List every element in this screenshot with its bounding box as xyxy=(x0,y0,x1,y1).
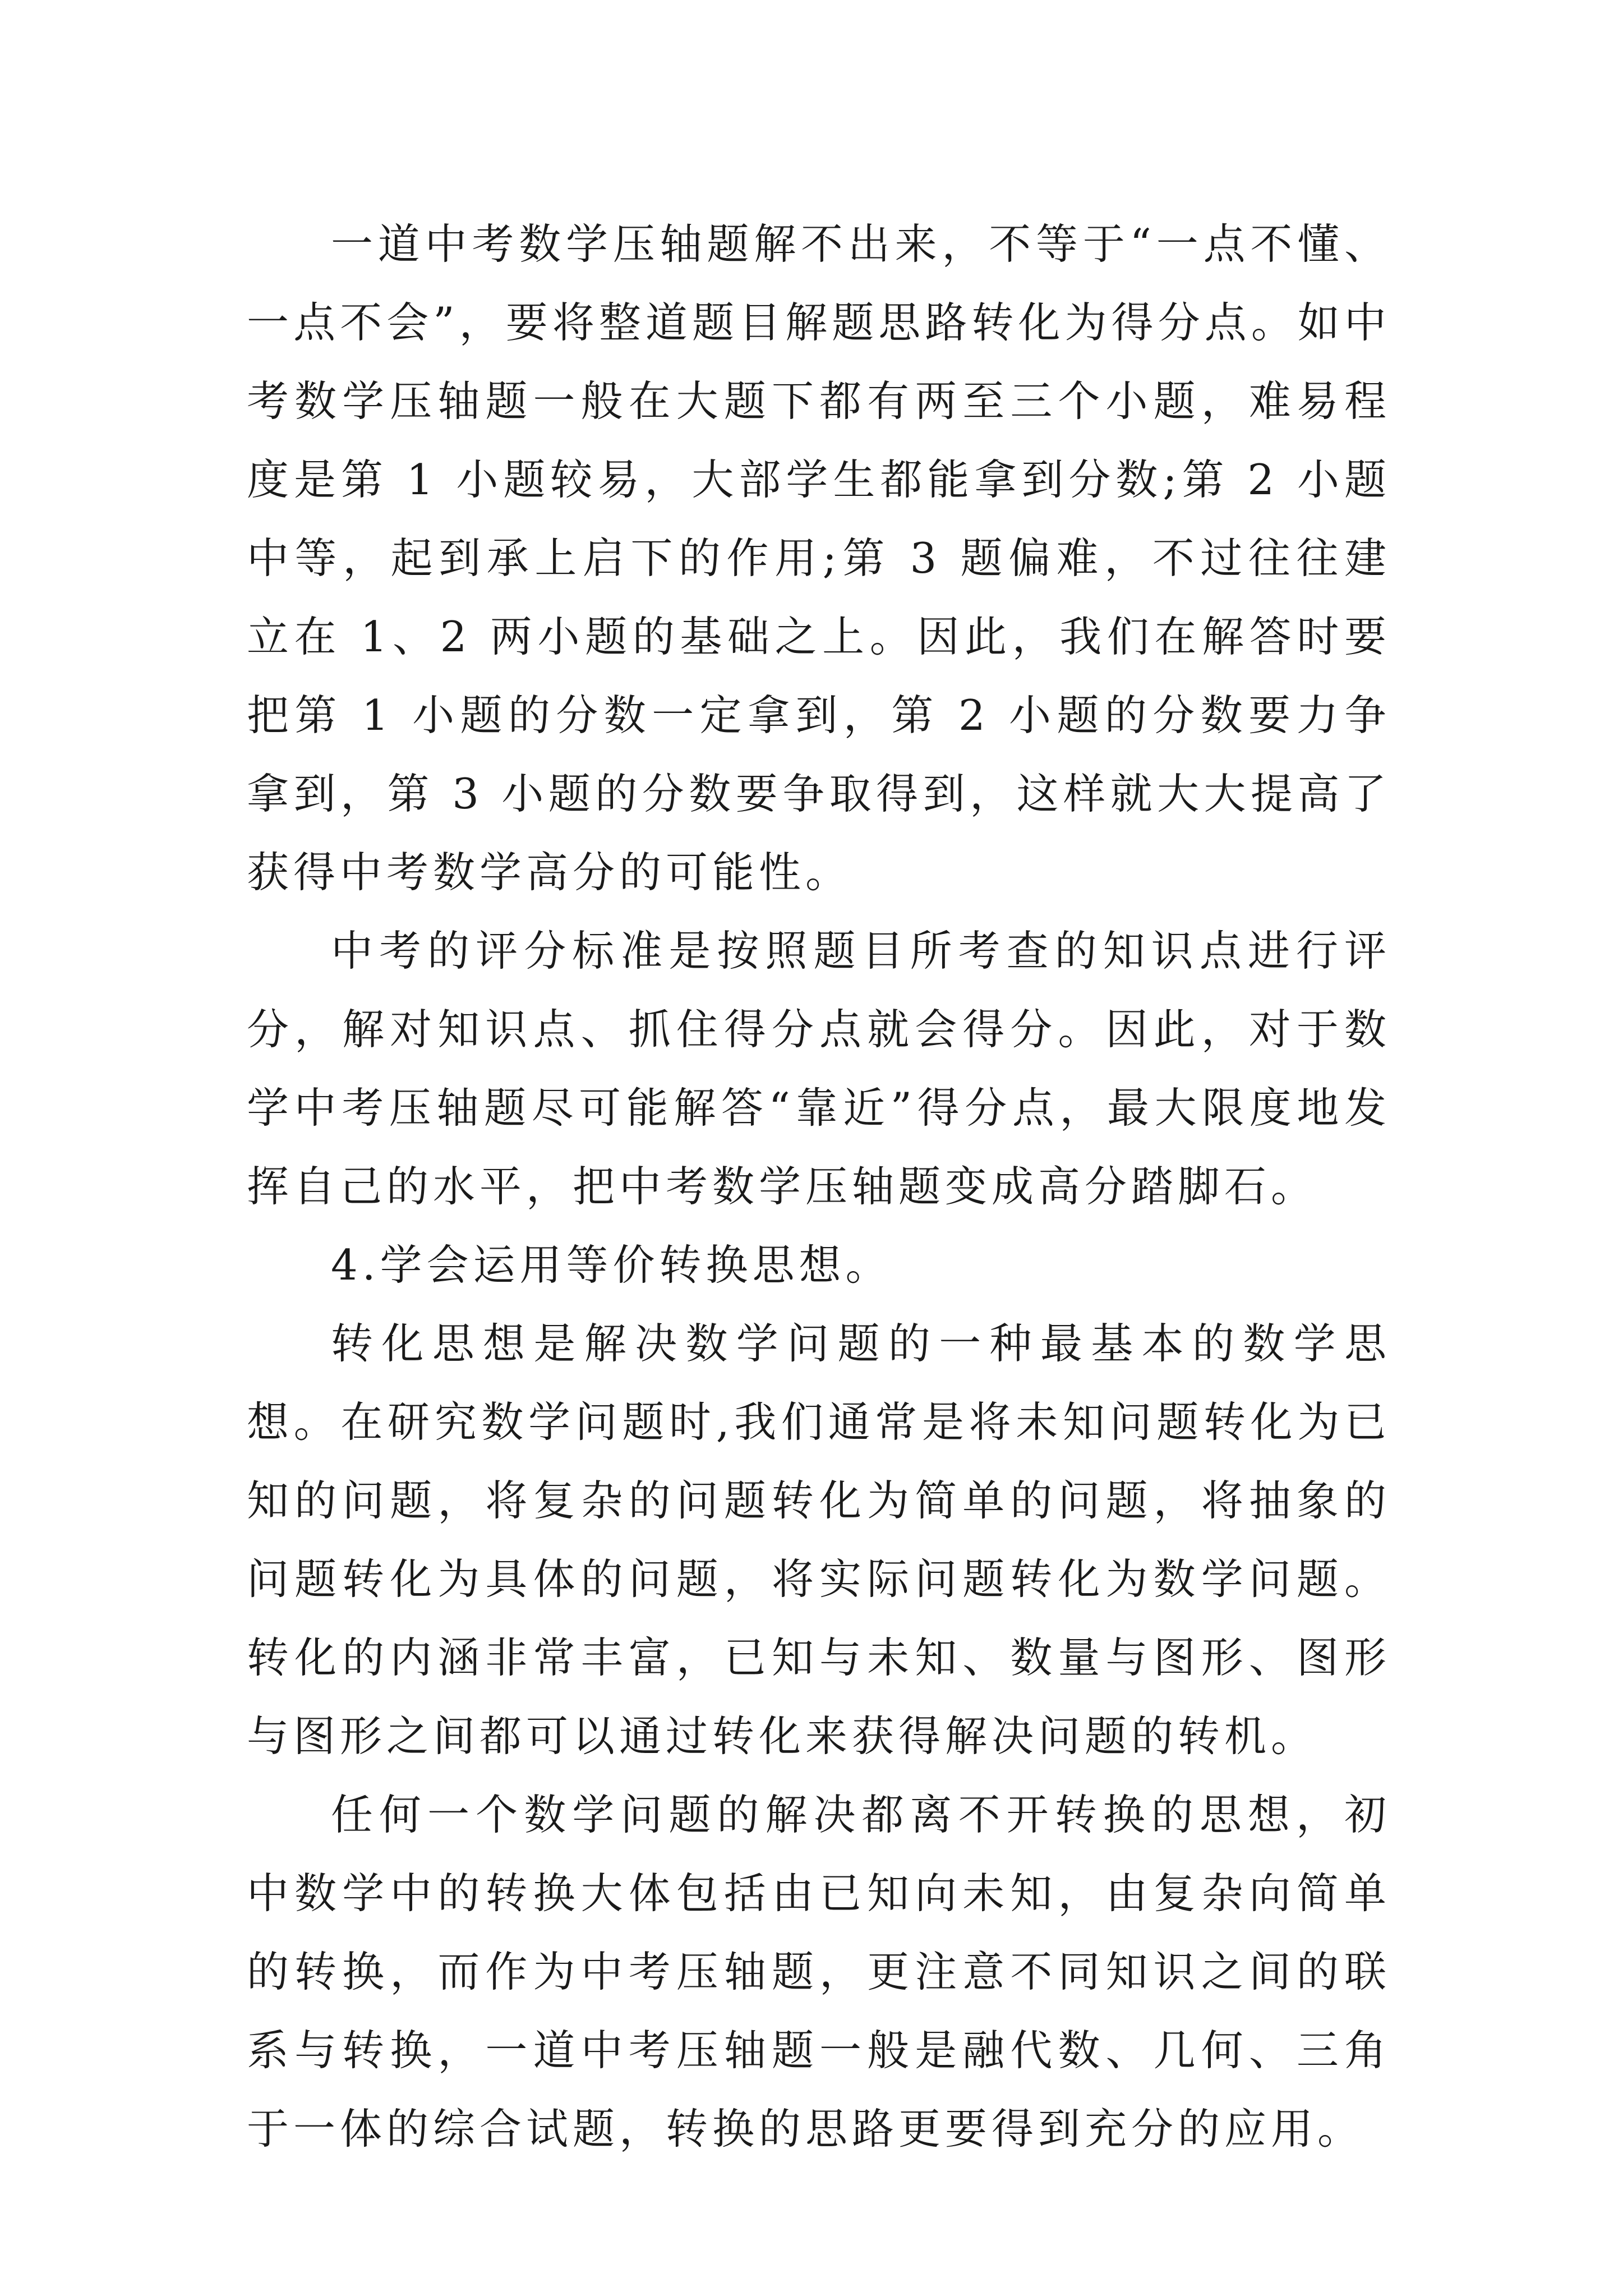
document-body xyxy=(247,205,1391,2168)
paragraph-4: 任何一个数学问题的解决都离不开转换的思想，初中数学中的转换大体包括由已知向未知，由复杂向简单的转换，而作为中考压轴题，更注意不同知识之间的联系与转换，一道中考压轴题一般是融代数、几何、三角于一体的综合试题，转换的思路更要得到充分的应用。 xyxy=(247,1790,1391,2154)
section-heading: 4.学会运用等价转换思想。 xyxy=(331,1240,892,1290)
paragraph-1: 一道中考数学压轴题解不出来，不等于“一点不懂、一点不会”，要将整道题目解题思路转化为得分点。如中考数学压轴题一般在大题下都有两至三个小题，难易程度是第 1 小题较易，大部学生都能拿到分数;第 2 小题中等，起到承上启下的作用;第 3 题偏难，不过往往建立在 1、2 两小题的基础之上。因此，我们在解答时要把第 1 小题的分数一定拿到，第 2 小题的分数要力争拿到，第 3 小题的分数要争取得到，这样就大大提高了获得中考数学高分的可能性。 xyxy=(247,219,1391,897)
paragraph-3: 转化思想是解决数学问题的一种最基本的数学思想。在研究数学问题时,我们通常是将未知问题转化为已知的问题，将复杂的问题转化为简单的问题，将抽象的问题转化为具体的问题，将实际问题转化为数学问题。转化的内涵非常丰富，已知与未知、数量与图形、图形与图形之间都可以通过转化来获得解决问题的转机。 xyxy=(247,1319,1391,1761)
paragraph-2: 中考的评分标准是按照题目所考查的知识点进行评分，解对知识点、抓住得分点就会得分。因此，对于数学中考压轴题尽可能解答“靠近”得分点，最大限度地发挥自己的水平，把中考数学压轴题变成高分踏脚石。 xyxy=(247,926,1391,1211)
